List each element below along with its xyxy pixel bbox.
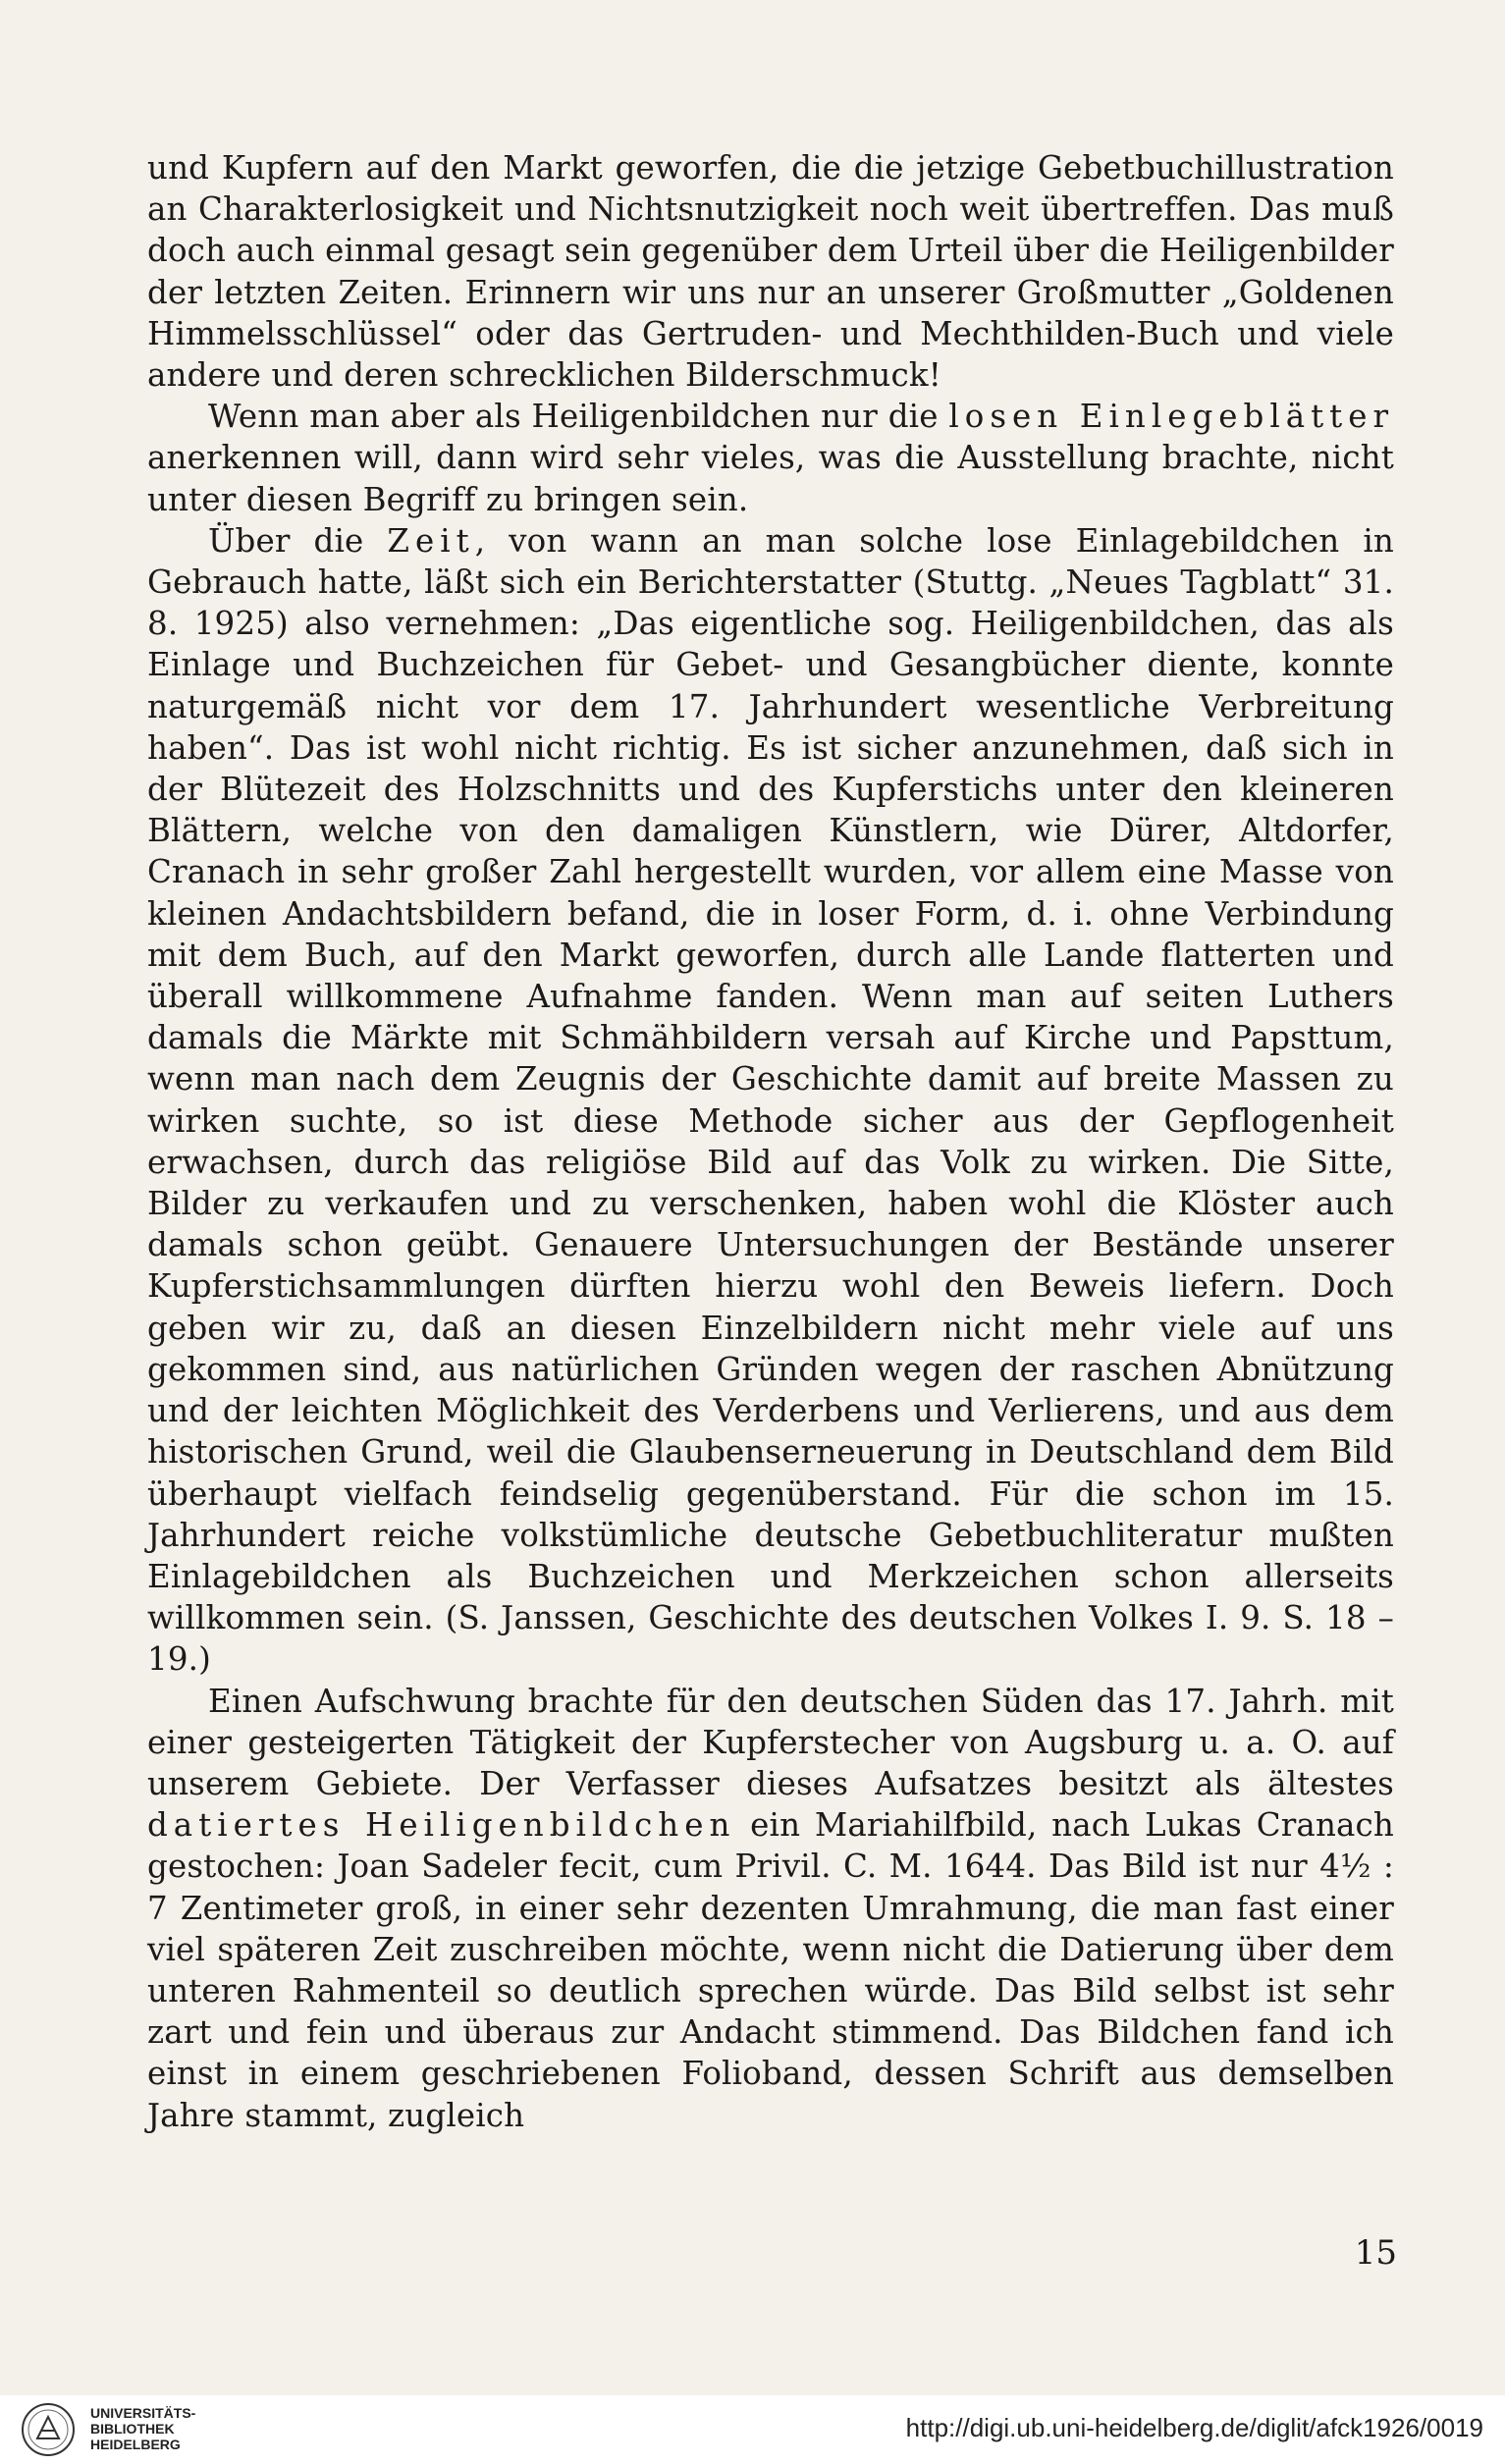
- spaced-emphasis: Zeit: [387, 521, 475, 560]
- library-name-line: BIBLIOTHEK: [90, 2421, 175, 2437]
- text-run: Einen Aufschwung brachte für den deutschen Süden das 17. Jahrh. mit einer gesteigerten Tätigkeit der Kupferstecher von Augsburg u. a. O. auf unserem Gebiete. Der Verfasser dieses Aufsatzes besitzt als ältestes: [147, 1682, 1394, 1802]
- library-name-line: UNIVERSITÄTS-: [90, 2405, 196, 2421]
- paragraph: [147, 520, 1394, 1681]
- source-url[interactable]: http://digi.ub.uni-heidelberg.de/diglit/afck1926/0019: [905, 2413, 1483, 2442]
- body-text: [147, 147, 1394, 2136]
- footer: [0, 2395, 1505, 2464]
- page-number: 15: [1354, 2233, 1397, 2273]
- paragraph: und Kupfern auf den Markt geworfen, die die jetzige Gebetbuchillustration an Charakterlosigkeit und Nichtsnutzigkeit noch weit übertreffen. Das muß doch auch einmal gesagt sein gegenüber dem Urteil über die Heiligenbilder der letzten Zeiten. Erinnern wir uns nur an unserer Großmutter „Goldenen Himmelsschlüssel“ oder das Gertruden- und Mechthilden-Buch und viele andere und deren schrecklichen Bilderschmuck!: [147, 149, 1394, 395]
- text-run: anerkennen will, dann wird sehr vieles, was die Ausstellung brachte, nicht unter diesen Begriff zu bringen sein.: [147, 439, 1394, 518]
- paragraph: [147, 396, 1394, 520]
- text-run: Wenn man aber als Heiligenbildchen nur die: [208, 398, 949, 436]
- spaced-emphasis: datiertes Heiligenbildchen: [147, 1806, 736, 1845]
- library-name-line: HEIDELBERG: [90, 2437, 181, 2452]
- paragraph: [147, 1681, 1394, 2136]
- university-seal-icon: [14, 2401, 82, 2458]
- library-name: [90, 2405, 195, 2452]
- text-run: Über die: [208, 521, 388, 560]
- spaced-emphasis: losen Einlegeblätter: [948, 398, 1394, 436]
- text-run: ein Mariahilfbild, nach Lukas Cranach gestochen: Joan Sadeler fecit, cum Privil. C. M. 1644. Das Bild ist nur 4½ : 7 Zentimeter groß, in einer sehr dezenten Umrahmung, die man fast einer viel späteren Zeit zuschreiben möchte, wenn nicht die Datierung über dem unteren Rahmenteil so deutlich sprechen würde. Das Bild selbst ist sehr zart und fein und überaus zur Andacht stimmend. Das Bildchen fand ich einst in einem geschriebenen Folioband, dessen Schrift aus demselben Jahre stammt, zugleich: [147, 1806, 1394, 2134]
- text-run: , von wann an man solche lose Einlagebildchen in Gebrauch hatte, läßt sich ein Berichterstatter (Stuttg. „Neues Tagblatt“ 31. 8. 1925) also vernehmen: „Das eigentliche sog. Heiligenbildchen, das als Einlage und Buchzeichen für Gebet- und Gesangbücher diente, konnte naturgemäß nicht vor dem 17. Jahrhundert wesentliche Verbreitung haben“. Das ist wohl nicht richtig. Es ist sicher anzunehmen, daß sich in der Blütezeit des Holzschnitts und des Kupferstichs unter den kleineren Blättern, welche von den damaligen Künstlern, wie Dürer, Altdorfer, Cranach in sehr großer Zahl hergestellt wurden, vor allem eine Masse von kleinen Andachtsbildern befand, die in loser Form, d. i. ohne Verbindung mit dem Buch, auf den Markt geworfen, durch alle Lande flatterten und überall willkommene Aufnahme fanden. Wenn man auf seiten Luthers damals die Märkte mit Schmähbildern versah auf Kirche und Papsttum, wenn man nach dem Zeugnis der Geschichte damit auf breite Massen zu wirken suchte, so ist diese Methode sicher aus der Gepflogenheit erwachsen, durch das religiöse Bild auf das Volk zu wirken. Die Sitte, Bilder zu verkaufen und zu verschenken, haben wohl die Klöster auch damals schon geübt. Genauere Untersuchungen der Bestände unserer Kupferstichsammlungen dürften hierzu wohl den Beweis liefern. Doch geben wir zu, daß an diesen Einzelbildern nicht mehr viele auf uns gekommen sind, aus natürlichen Gründen wegen der raschen Abnützung und der leichten Möglichkeit des Verderbens und Verlierens, und aus dem historischen Grund, weil die Glaubenserneuerung in Deutschland dem Bild überhaupt vielfach feindselig gegenüberstand. Für die schon im 15. Jahrhundert reiche volkstümliche deutsche Gebetbuchliteratur mußten Einlagebildchen als Buchzeichen und Merkzeichen schon allerseits willkommen sein. (S. Janssen, Geschichte des deutschen Volkes I. 9. S. 18 – 19.): [147, 521, 1394, 1679]
